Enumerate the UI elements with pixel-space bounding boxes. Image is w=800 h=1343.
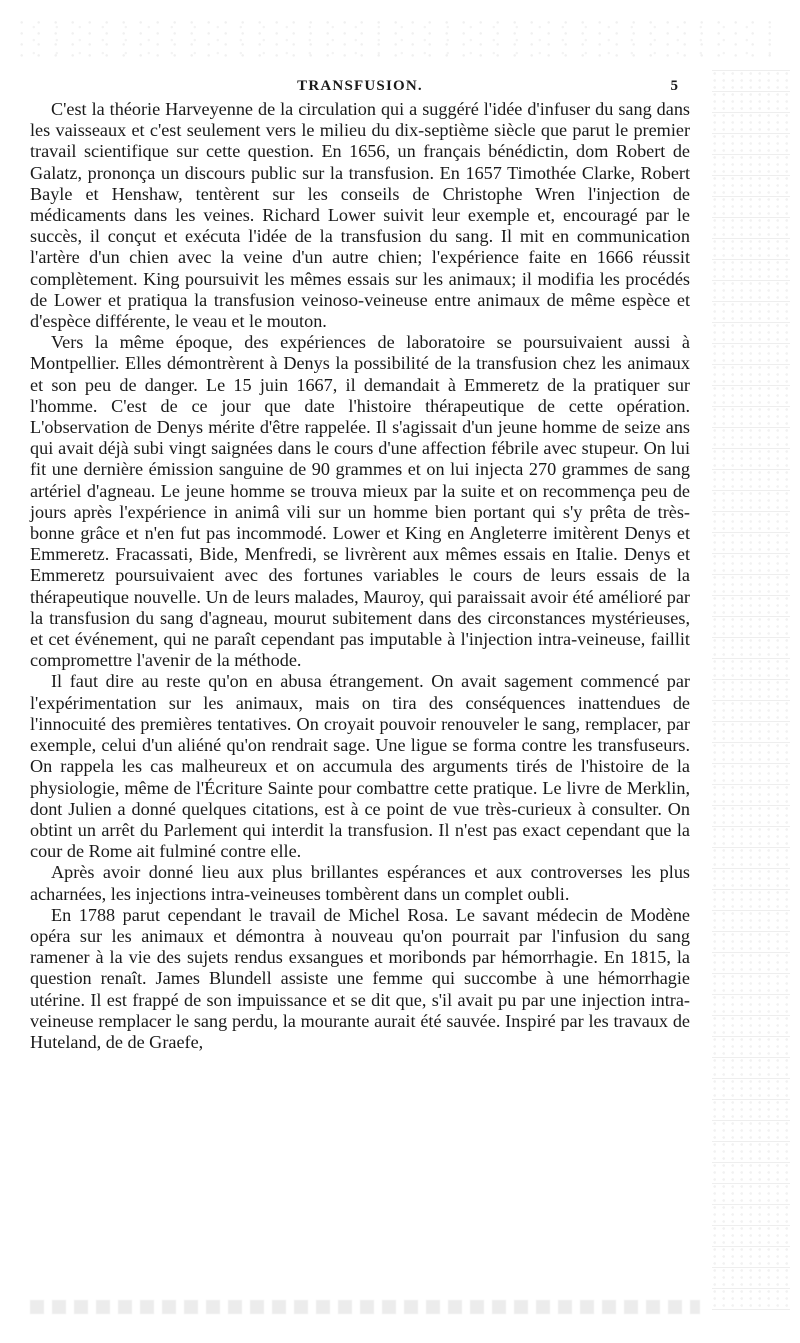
running-title: TRANSFUSION. — [297, 78, 423, 94]
paragraph: Il faut dire au reste qu'on en abusa étrangement. On avait sagement commencé par l'expérimentation sur les animaux, mais on tira des conséquences inattendues de l'innocuité des premières tentatives. On croyait pouvoir renouveler le sang, remplacer, par exemple, celui d'un aliéné qu'on rendrait sage. Une ligue se forma contre les transfuseurs. On rappela les cas malheureux et on accumula des arguments tirés de l'histoire de la physiologie, même de l'Écriture Sainte pour combattre cette pratique. Le livre de Merklin, dont Julien a donné quelques citations, est à ce point de vue très-curieux à consulter. On obtint un arrêt du Parlement qui interdit la transfusion. Il n'est pas exact cependant que la cour de Rome ait fulminé contre elle. — [30, 671, 690, 862]
page-number: 5 — [670, 78, 678, 94]
paragraph: En 1788 parut cependant le travail de Michel Rosa. Le savant médecin de Modène opéra sur les animaux et démontra à nouveau qu'on pourrait par l'infusion du sang ramener à la vie des sujets rendus exsangues et moribonds par hémorrhagie. En 1815, la question renaît. James Blundell assiste une femme qui succombe à une hémorrhagie utérine. Il est frappé de son impuissance et se dit que, s'il avait pu par une injection intra-veineuse remplacer le sang perdu, la mourante aurait été sauvée. Inspiré par les travaux de Huteland, de de Graefe, — [30, 904, 690, 1052]
paragraph: Après avoir donné lieu aux plus brillantes espérances et aux controverses les plus acharnées, les injections intra-veineuses tombèrent dans un complet oubli. — [30, 862, 690, 904]
bleed-through-top — [20, 18, 780, 58]
paragraph: Vers la même époque, des expériences de laboratoire se poursuivaient aussi à Montpellier. Elles démontrèrent à Denys la possibilité de la transfusion chez les animaux et son peu de danger. Le 15 juin 1667, il demandait à Emmeretz de la pratiquer sur l'homme. C'est de ce jour que date l'histoire thérapeutique de cette opération. L'observation de Denys mérite d'être rappelée. Il s'agissait d'un jeune homme de seize ans qui avait déjà subi vingt saignées dans le cours d'une affection fébrile avec stupeur. On lui fit une dernière émission sanguine de 90 grammes et on lui injecta 270 grammes de sang artériel d'agneau. Le jeune homme se trouva mieux par la suite et on recommença peu de jours après l'expérience in animâ vili sur un homme bien portant qui s'y prêta de très-bonne grâce et n'en fut pas incommodé. Lower et King en Angleterre imitèrent Denys et Emmeretz. Fracassati, Bide, Menfredi, se livrèrent aux mêmes essais en Italie. Denys et Emmeretz poursuivaient avec des fortunes variables le cours de leurs essais de la thérapeutique nouvelle. Un de leurs malades, Mauroy, qui paraissait avoir été amélioré par la transfusion du sang d'agneau, mourut subitement dans des circonstances mystérieuses, et cet événement, qui ne paraît cependant pas imputable à l'injection intra-veineuse, faillit compromettre l'avenir de la méthode. — [30, 332, 690, 671]
bleed-through-margin — [712, 70, 790, 1310]
paragraph: C'est la théorie Harveyenne de la circulation qui a suggéré l'idée d'infuser du sang dans les vaisseaux et c'est seulement vers le milieu du dix-septième siècle que parut le premier travail scientifique sur cette question. En 1656, un français bénédictin, dom Robert de Galatz, prononça un discours public sur la transfusion. En 1657 Timothée Clarke, Robert Bayle et Henshaw, tentèrent sur les conseils de Christophe Wren l'injection de médicaments dans les veines. Richard Lower suivit leur exemple et, encouragé par le succès, il conçut et exécuta l'idée de la transfusion du sang. Il mit en communication l'artère d'un chien avec la veine d'un autre chien; l'expérience faite en 1666 réussit complètement. King poursuivit les mêmes essais sur les animaux; il modifia les procédés de Lower et pratiqua la transfusion veinoso-veineuse entre animaux de même espèce et d'espèce différente, le veau et le mouton. — [30, 99, 690, 332]
page-body — [30, 99, 690, 1053]
bleed-through-bottom — [30, 1300, 700, 1314]
page-header — [30, 76, 690, 96]
